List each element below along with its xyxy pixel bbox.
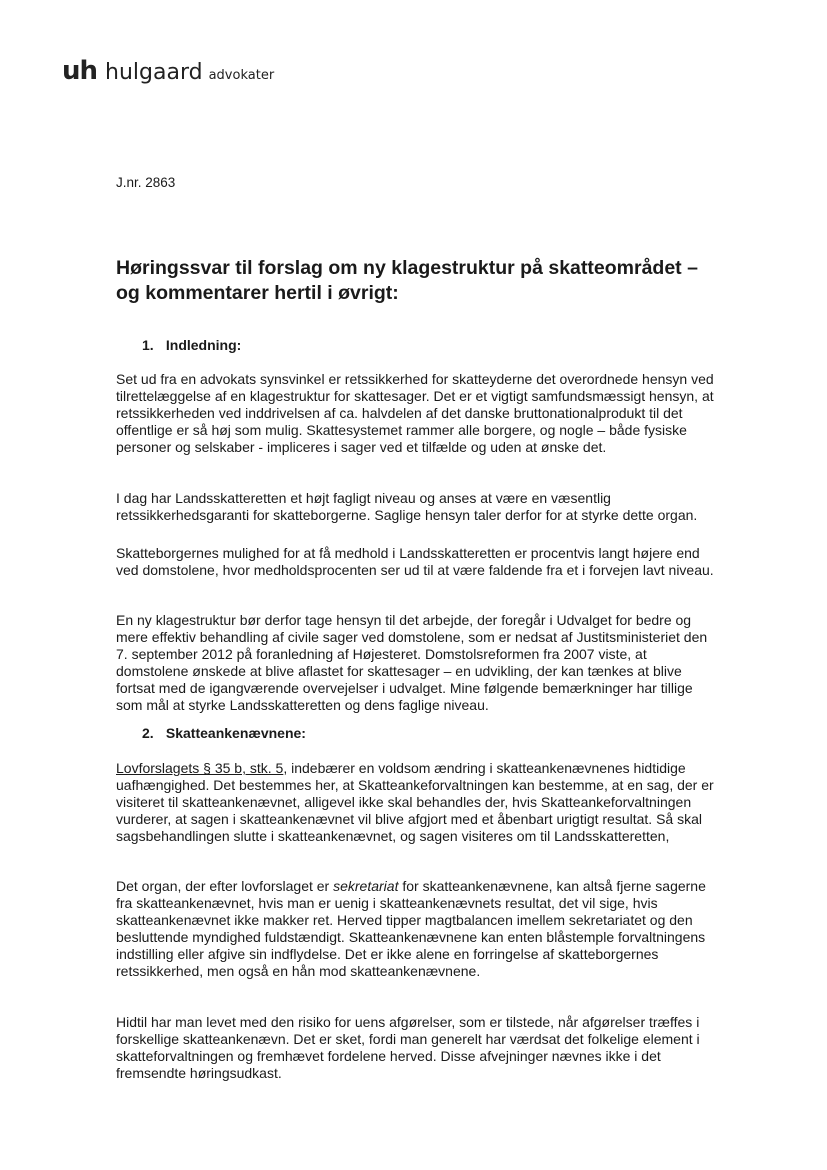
letterhead-logo xyxy=(62,56,274,86)
paragraph: Set ud fra en advokats synsvinkel er retssikkerhed for skatteyderne det overordnede hensyn ved tilrettelæggelse af en klagestruktur for skattesager. Det er et vigtigt samfundsmæssigt hensyn, at retssikkerheden ved inddrivelsen af ca. halvdelen af det danske bruttonationalprodukt til det offentlige er så høj som mulig. Skattesystemet rammer alle borgere, og nogle – både fysiske personer og selskaber - impliceres i sager ved et tilfælde og uden at ønske det. xyxy=(116,371,714,455)
paragraph: Skatteborgernes mulighed for at få medhold i Landsskatteretten er procentvis langt højere end ved domstolene, hvor medholdsprocenten ser ud til at være faldende fra et i forvejen lavt niveau. xyxy=(116,545,714,578)
paragraph xyxy=(116,760,716,845)
law-reference: Lovforslagets § 35 b, stk. 5 xyxy=(116,760,284,776)
emphasis-text: sekretariat xyxy=(333,878,399,894)
section-number: 1. xyxy=(142,337,154,353)
section-title: Indledning: xyxy=(165,337,242,353)
section-heading-skatteankenaevnene xyxy=(142,725,306,741)
section-number: 2. xyxy=(142,725,154,741)
logo-mark: uh xyxy=(62,56,98,86)
paragraph: En ny klagestruktur bør derfor tage hensyn til det arbejde, der foregår i Udvalget for bedre og mere effektiv behandling af civile sager ved domstolene, som er nedsat af Justitsministeriet den 7. september 2012 på foranledning af Højesteret. Domstolsreformen fra 2007 viste, at domstolene ønskede at blive aflastet for skattesager – en udvikling, der kan tænkes at blive fortsat med de igangværende overvejelser i udvalget. Mine følgende bemærkninger har tillige som mål at styrke Landsskatteretten og dens faglige niveau. xyxy=(116,612,708,713)
paragraph-text: for skatteankenævnene, kan altså fjerne sagerne fra skatteankenævnet, hvis man er uenig i skatteankenævnets resultat, det vil sige, hvis skatteankenævnet ikke makker ret. Herved tipper magtbalancen imellem sekretariatet og den besluttende myndighed fuldstændigt. Skatteankenævnene kan enten blåstemple forvaltningens indstilling eller afgive sin indflydelse. Det er ikke alene en forringelse af skatteborgernes retssikkerhed, men også en hån mod skatteankenævnene. xyxy=(116,878,706,979)
paragraph: Hidtil har man levet med den risiko for uens afgørelser, som er tilstede, når afgørelser træffes i forskellige skatteankenævn. Det er sket, fordi man generelt har værdsat det folkelige element i skatteforvaltningen og fremhævet fordelene herved. Disse afvejninger nævnes ikke i det fremsendte høringsudkast. xyxy=(116,1014,700,1081)
section-heading-indledning xyxy=(142,337,241,353)
paragraph xyxy=(116,878,716,980)
paragraph-text: , indebærer en voldsom ændring i skatteankenævnenes hidtidige uafhængighed. Det bestemmes her, at Skatteankeforvaltningen kan bestemme, at en sag, der er visiteret til skatteankenævnet, alligevel ikke skal behandles der, hvis Skatteankeforvaltningen vurderer, at sagen i skatteankenævnet vil blive afgjort med et åbenbart urigtigt resultat. Så skal sagsbehandlingen slutte i skatteankenævnet, og sagen visiteres om til Landsskatteretten, xyxy=(116,760,714,844)
section-title: Skatteankenævnene: xyxy=(165,725,306,741)
paragraph-text: Det organ, der efter lovforslaget er xyxy=(116,878,334,894)
logo-name: hulgaard xyxy=(105,60,203,85)
logo-subtitle: advokater xyxy=(208,68,275,83)
paragraph: I dag har Landsskatteretten et højt fagligt niveau og anses at være en væsentlig retssikkerhedsgaranti for skatteborgerne. Saglige hensyn taler derfor for at styrke dette organ. xyxy=(116,490,698,523)
journal-number: J.nr. 2863 xyxy=(116,175,176,190)
document-title: Høringssvar til forslag om ny klagestruktur på skatteområdet – og kommentarer hertil i øvrigt: xyxy=(116,257,698,304)
